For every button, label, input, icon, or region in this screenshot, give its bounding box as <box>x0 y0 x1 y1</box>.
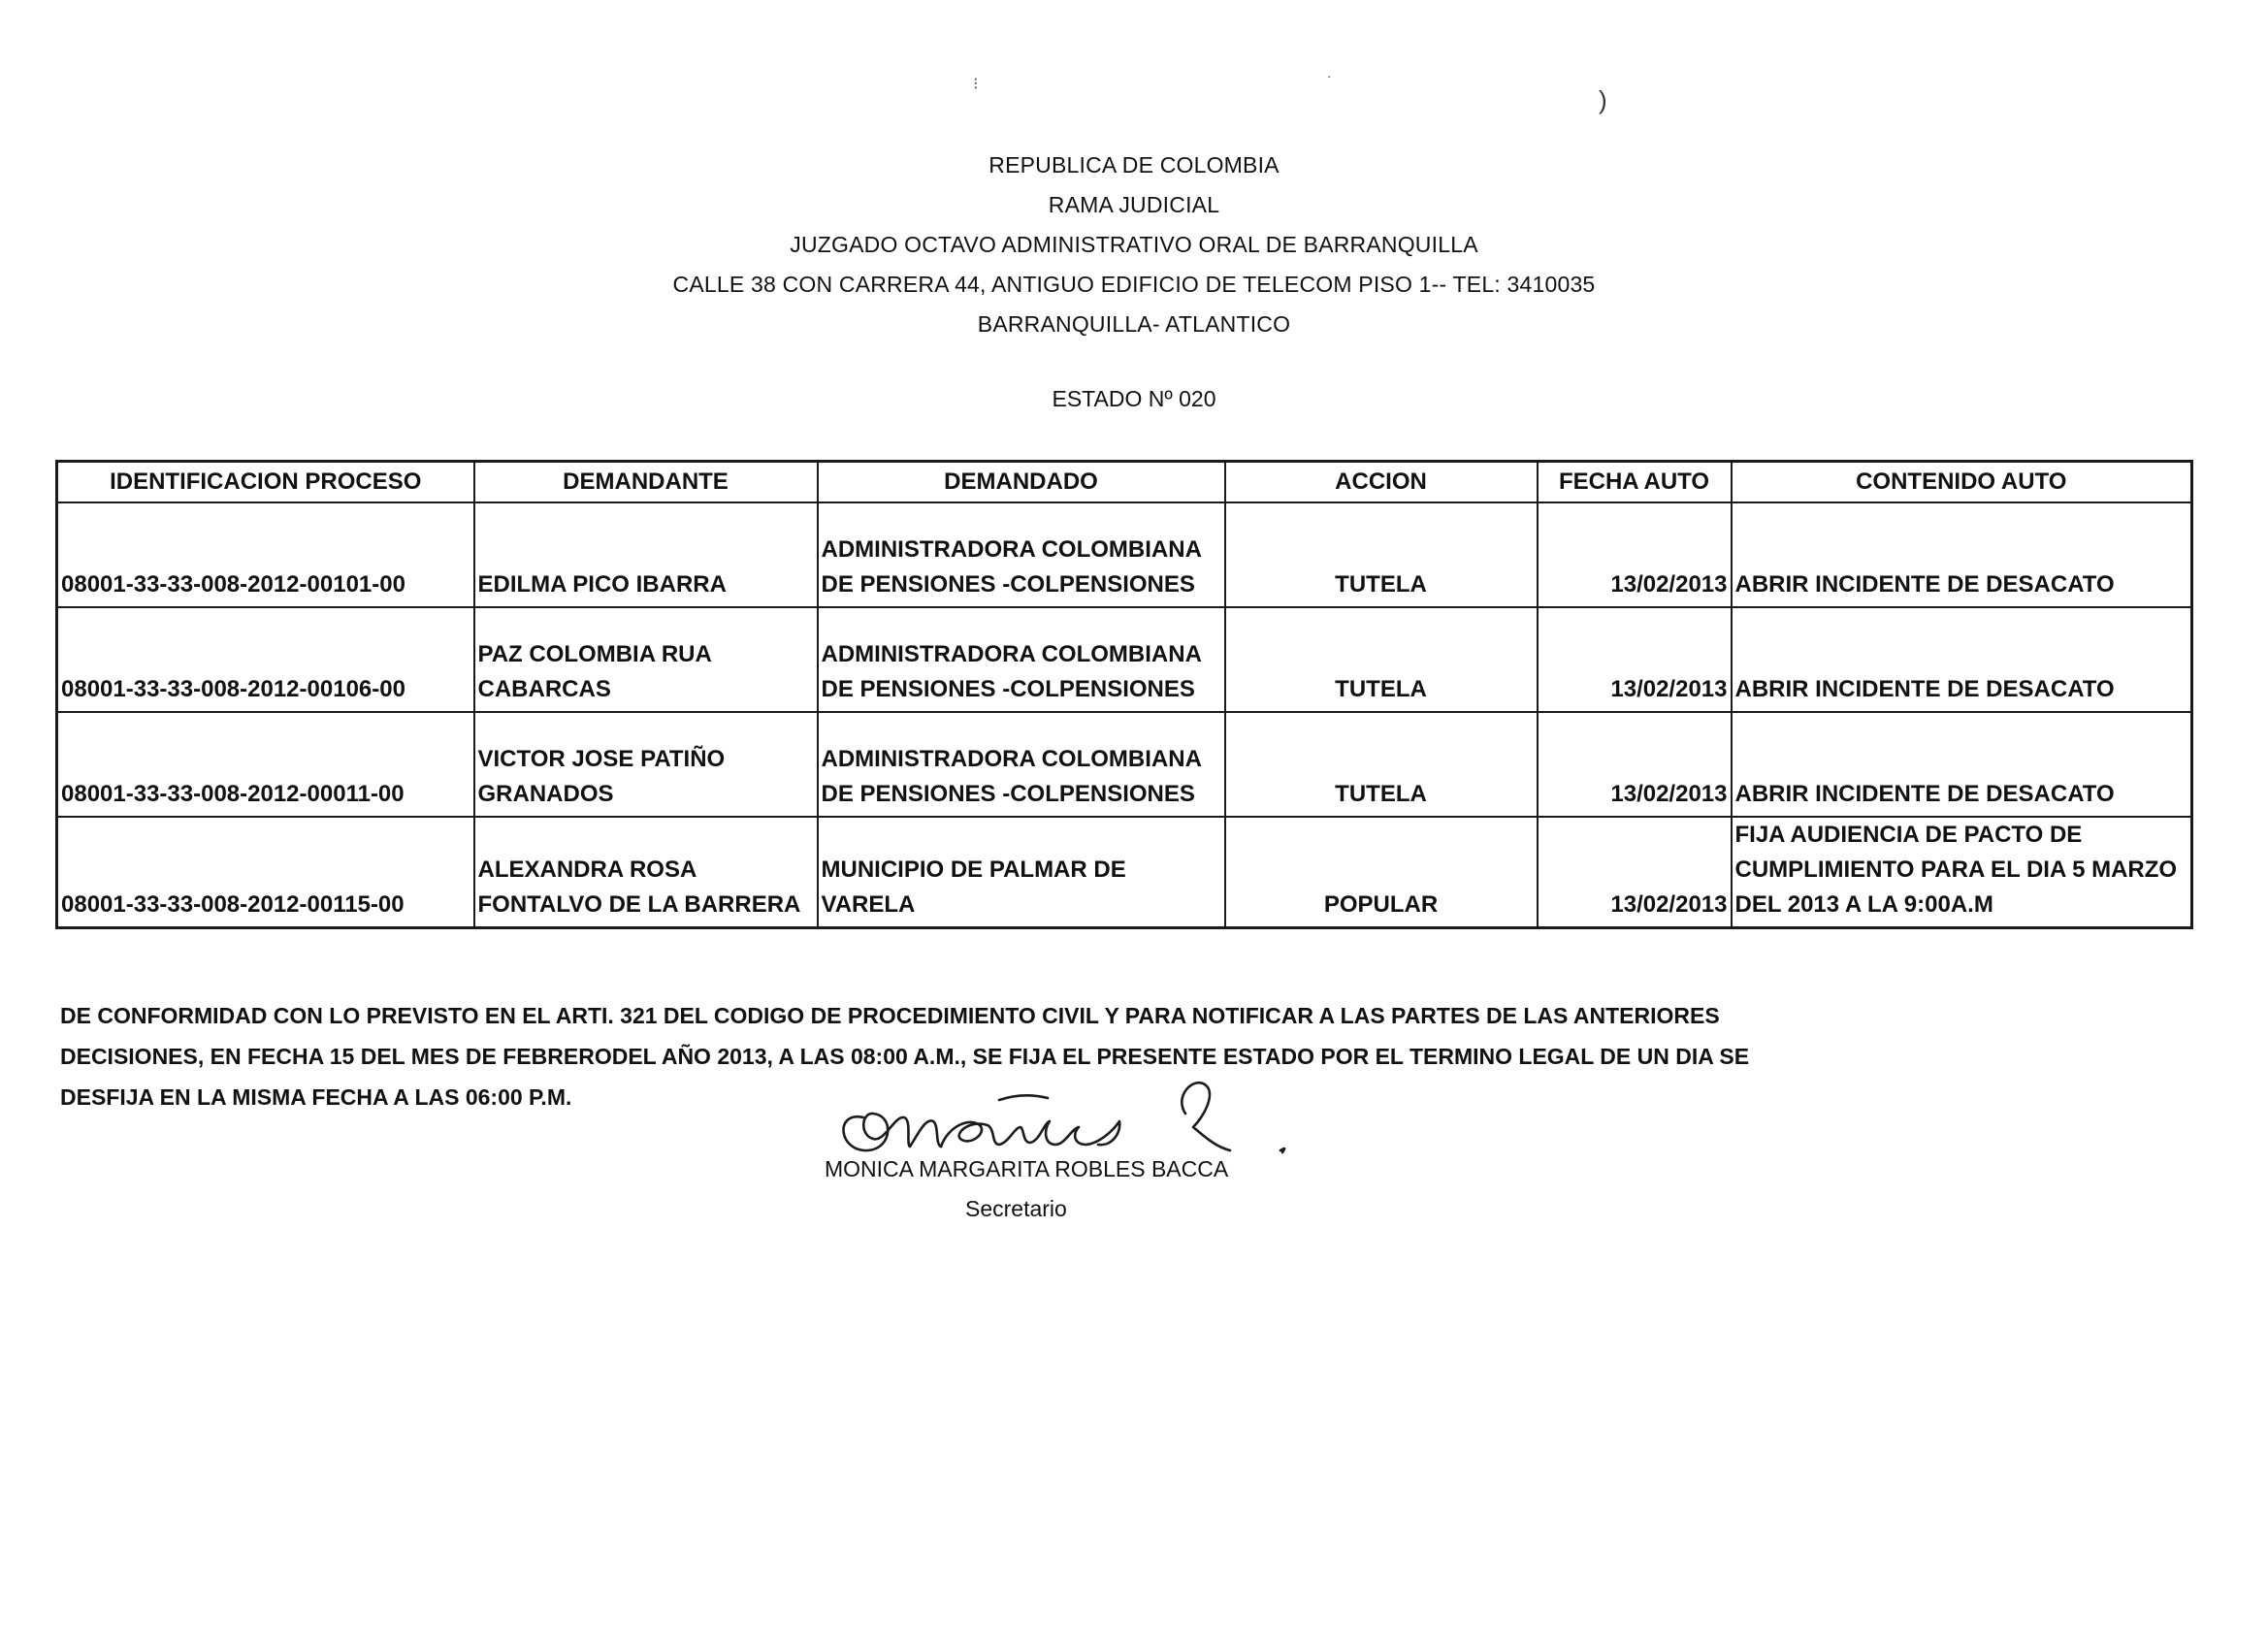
cell-fecha: 13/02/2013 <box>1538 502 1732 607</box>
cell-demandado: ADMINISTRADORA COLOMBIANA DE PENSIONES -COLPENSIONES <box>818 712 1225 817</box>
cell-contenido: ABRIR INCIDENTE DE DESACATO <box>1732 502 2192 607</box>
header-line-country: REPUBLICA DE COLOMBIA <box>988 152 1280 178</box>
cell-identificacion: 08001-33-33-008-2012-00101-00 <box>57 502 474 607</box>
signer-role: Secretario <box>965 1196 1067 1221</box>
table-row <box>57 817 2192 928</box>
document-header <box>0 146 2268 344</box>
column-header-accion: ACCION <box>1225 462 1538 503</box>
cell-identificacion: 08001-33-33-008-2012-00115-00 <box>57 817 474 928</box>
cell-contenido: FIJA AUDIENCIA DE PACTO DE CUMPLIMIENTO PARA EL DIA 5 MARZO DEL 2013 A LA 9:00A.M <box>1732 817 2192 928</box>
column-header-fecha: FECHA AUTO <box>1538 462 1732 503</box>
header-line-branch: RAMA JUDICIAL <box>1048 192 1220 217</box>
notice-line: DESFIJA EN LA MISMA FECHA A LAS 06:00 P.M. <box>60 1084 572 1110</box>
cell-fecha: 13/02/2013 <box>1538 712 1732 817</box>
header-line-address: CALLE 38 CON CARRERA 44, ANTIGUO EDIFICIO DE TELECOM PISO 1-- TEL: 3410035 <box>672 272 1596 297</box>
estado-table <box>55 460 2193 929</box>
handwritten-signature <box>825 1057 1368 1164</box>
table-row <box>57 607 2192 712</box>
cell-identificacion: 08001-33-33-008-2012-00011-00 <box>57 712 474 817</box>
cell-accion: POPULAR <box>1225 817 1538 928</box>
notice-line: DECISIONES, EN FECHA 15 DEL MES DE FEBRERODEL AÑO 2013, A LAS 08:00 A.M., SE FIJA EL PRESENTE ESTADO POR EL TERMINO LEGAL DE UN DIA SE <box>60 1044 1750 1069</box>
cell-identificacion: 08001-33-33-008-2012-00106-00 <box>57 607 474 712</box>
signer-name: MONICA MARGARITA ROBLES BACCA <box>825 1156 1229 1181</box>
cell-contenido: ABRIR INCIDENTE DE DESACATO <box>1732 712 2192 817</box>
cell-demandado: ADMINISTRADORA COLOMBIANA DE PENSIONES -COLPENSIONES <box>818 502 1225 607</box>
cell-contenido: ABRIR INCIDENTE DE DESACATO <box>1732 607 2192 712</box>
cell-accion: TUTELA <box>1225 502 1538 607</box>
scan-speck: ⁝ <box>973 74 979 93</box>
cell-demandante: EDILMA PICO IBARRA <box>474 502 818 607</box>
column-header-contenido: CONTENIDO AUTO <box>1732 462 2192 503</box>
cell-fecha: 13/02/2013 <box>1538 607 1732 712</box>
column-header-demandado: DEMANDADO <box>818 462 1225 503</box>
column-header-identificacion: IDENTIFICACION PROCESO <box>57 462 474 503</box>
cell-demandante: ALEXANDRA ROSA FONTALVO DE LA BARRERA <box>474 817 818 928</box>
cell-demandado: MUNICIPIO DE PALMAR DE VARELA <box>818 817 1225 928</box>
scan-speck: ˙ <box>1327 74 1333 93</box>
column-header-demandante: DEMANDANTE <box>474 462 818 503</box>
cell-fecha: 13/02/2013 <box>1538 817 1732 928</box>
estado-number: ESTADO Nº 020 <box>1052 386 1216 411</box>
table-row <box>57 712 2192 817</box>
cell-accion: TUTELA <box>1225 712 1538 817</box>
table-header-row <box>57 462 2192 503</box>
header-line-court: JUZGADO OCTAVO ADMINISTRATIVO ORAL DE BARRANQUILLA <box>790 232 1478 257</box>
notice-line: DE CONFORMIDAD CON LO PREVISTO EN EL ARTI. 321 DEL CODIGO DE PROCEDIMIENTO CIVIL Y PARA NOTIFICAR A LAS PARTES DE LAS ANTERIORES <box>60 1003 1720 1028</box>
scan-speck: ) <box>1599 85 1607 114</box>
cell-demandado: ADMINISTRADORA COLOMBIANA DE PENSIONES -COLPENSIONES <box>818 607 1225 712</box>
cell-demandante: PAZ COLOMBIA RUA CABARCAS <box>474 607 818 712</box>
header-line-city: BARRANQUILLA- ATLANTICO <box>977 311 1291 337</box>
table-row <box>57 502 2192 607</box>
cell-accion: TUTELA <box>1225 607 1538 712</box>
cell-demandante: VICTOR JOSE PATIÑO GRANADOS <box>474 712 818 817</box>
